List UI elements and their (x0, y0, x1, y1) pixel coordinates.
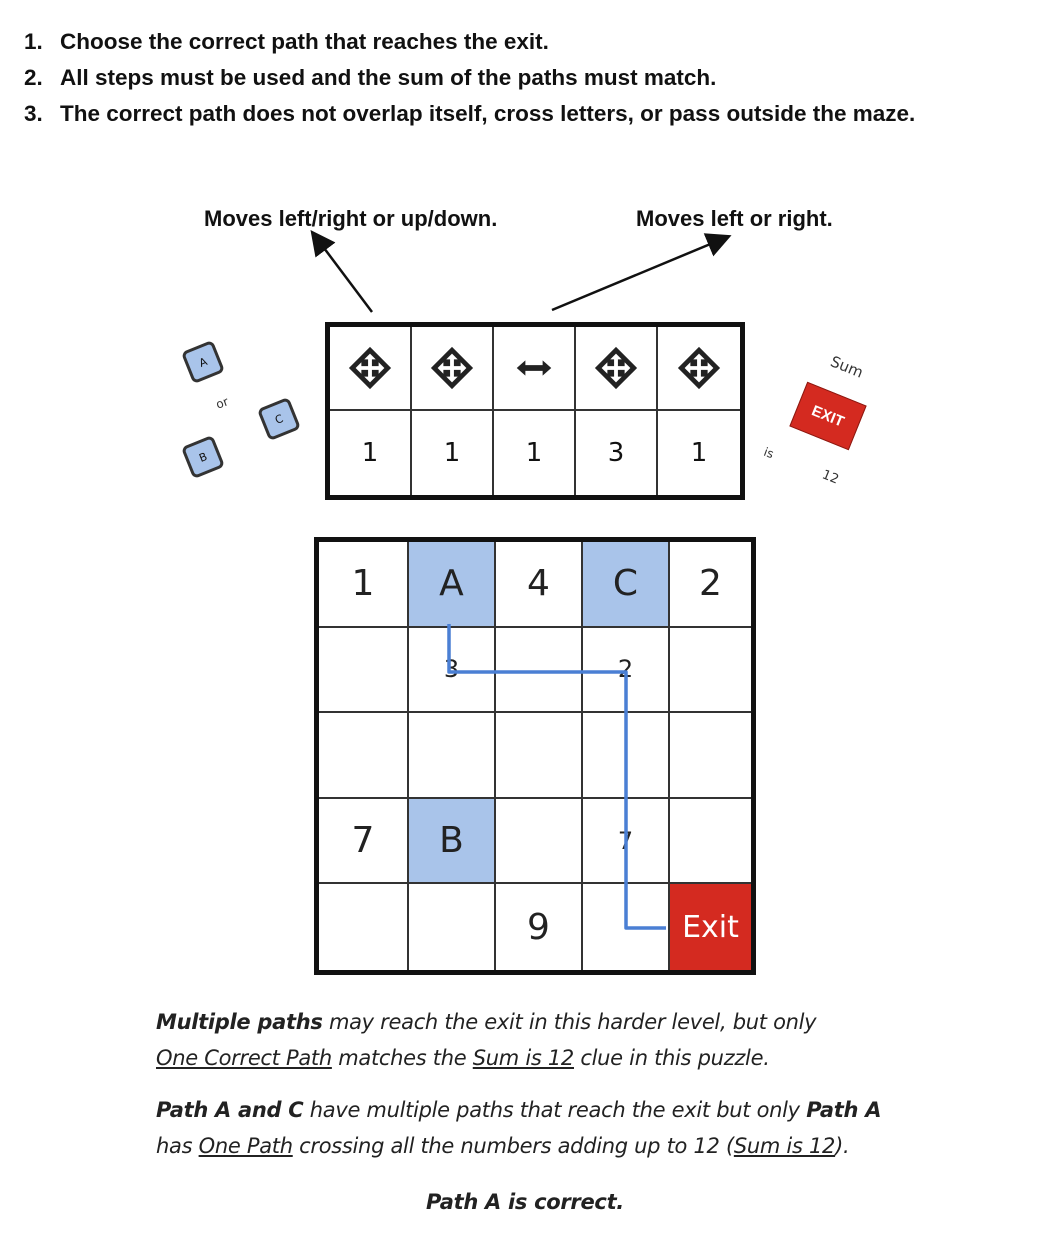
callout-arrow-left (318, 240, 372, 312)
maze-cell (670, 628, 751, 714)
maze-cell: 3 (409, 628, 496, 714)
maze-cell (583, 884, 670, 970)
explanation-text: may reach the exit in this harder level, but only (322, 1010, 817, 1034)
explanation-text: ). (835, 1134, 850, 1158)
explanation-line-3 (156, 1098, 881, 1122)
legend-sum: Sum (827, 352, 866, 382)
step-value: 1 (412, 411, 494, 495)
step-direction-cell (494, 327, 576, 411)
maze-cell (496, 628, 583, 714)
four-way-move-icon (347, 345, 393, 391)
rule-text: All steps must be used and the sum of the paths must match. (60, 65, 717, 90)
maze-cell (319, 884, 409, 970)
emphasis-text: Multiple paths (156, 1010, 323, 1034)
maze-cell: 2 (583, 628, 670, 714)
left-right-arrow-icon (511, 345, 557, 391)
step-value: 1 (690, 438, 708, 468)
maze-cell: 1 (319, 542, 409, 628)
legend-tile-b: B (181, 435, 225, 479)
underlined-text: Sum is 12 (733, 1134, 836, 1158)
maze-cell (319, 628, 409, 714)
step-value: 1 (494, 411, 576, 495)
legend-tile-a: A (181, 340, 225, 384)
maze-cell-start-b: B (409, 799, 496, 885)
step-value: 1 (330, 411, 412, 495)
explanation-text: have multiple paths that reach the exit but only (303, 1098, 807, 1122)
maze-cell (496, 799, 583, 885)
callout-left-right: Moves left or right. (636, 206, 833, 231)
steps-panel (325, 322, 745, 500)
explanation-line-2 (156, 1046, 770, 1070)
rule-number: 1. (24, 29, 43, 54)
maze-cell (409, 713, 496, 799)
step-direction-cell (658, 327, 740, 411)
maze-cell: 7 (319, 799, 409, 885)
maze-cell (670, 713, 751, 799)
step-direction-cell (576, 327, 658, 411)
legend-or: or (213, 394, 231, 412)
maze-grid (314, 537, 756, 975)
step-value: 3 (576, 411, 658, 495)
step-direction-cell (412, 327, 494, 411)
rule-number: 2. (24, 65, 43, 90)
rule-text: Choose the correct path that reaches the exit. (60, 29, 549, 54)
underlined-text: One Correct Path (156, 1046, 332, 1070)
underlined-text: One Path (198, 1134, 293, 1158)
maze-cell: 9 (496, 884, 583, 970)
maze-cell-start-a: A (409, 542, 496, 628)
maze-cell: 4 (496, 542, 583, 628)
four-way-move-icon (676, 345, 722, 391)
maze-cell (670, 799, 751, 885)
explanation-text: matches the (331, 1046, 473, 1070)
rule-number: 3. (24, 101, 43, 126)
maze-cell: 2 (670, 542, 751, 628)
rule-text: The correct path does not overlap itself, cross letters, or pass outside the maze. (60, 101, 916, 126)
legend-is: is (761, 444, 776, 462)
legend-exit-badge: EXIT (789, 382, 866, 450)
maze-cell (319, 713, 409, 799)
conclusion-text: Path A is correct. (426, 1190, 624, 1214)
callout-four-way: Moves left/right or up/down. (204, 206, 498, 231)
explanation-text: clue in this puzzle. (574, 1046, 770, 1070)
maze-cell-start-c: C (583, 542, 670, 628)
maze-cell (496, 713, 583, 799)
four-way-move-icon (593, 345, 639, 391)
maze-exit-cell: Exit (670, 884, 751, 970)
underlined-text: Sum is 12 (472, 1046, 574, 1070)
step-direction-cell (330, 327, 412, 411)
emphasis-text: Path A (806, 1098, 882, 1122)
emphasis-text: Path A and C (156, 1098, 304, 1122)
maze-cell (409, 884, 496, 970)
callout-arrow-right (552, 240, 720, 310)
legend-sum-value: 12 (819, 467, 841, 488)
explanation-line-4 (156, 1134, 849, 1158)
maze-cell (583, 713, 670, 799)
explanation-text: crossing all the numbers adding up to 12 ( (292, 1134, 734, 1158)
explanation-line-1 (156, 1010, 816, 1034)
four-way-move-icon (429, 345, 475, 391)
legend-tile-c: C (257, 397, 301, 441)
maze-cell: 7 (583, 799, 670, 885)
explanation-text: has (156, 1134, 199, 1158)
